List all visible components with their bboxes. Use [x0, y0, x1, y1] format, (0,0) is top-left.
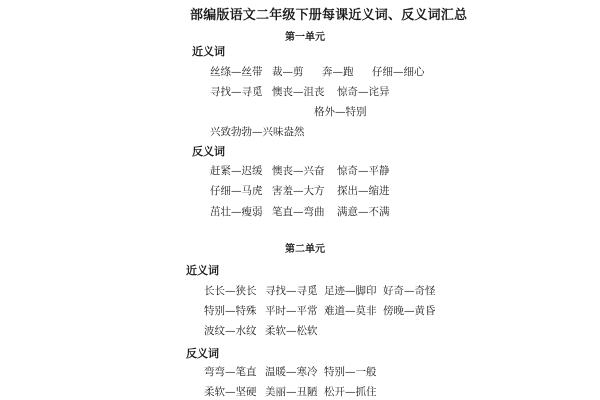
word-pair: 波纹—水纹	[204, 325, 257, 337]
word-pair: 丝绦—丝带	[210, 66, 263, 78]
unit-1-antonyms-heading: 反义词	[192, 145, 225, 158]
unit-1-synonyms-heading: 近义词	[192, 45, 225, 58]
word-pair: 傍晚—黄昏	[383, 305, 436, 317]
word-pair: 笔直—弯曲	[272, 206, 325, 218]
word-pair: 兴致勃勃—兴味盎然	[210, 126, 305, 138]
word-pair: 惊奇—诧异	[337, 86, 390, 98]
word-pair: 奔—跑	[322, 66, 354, 78]
word-pair: 美丽—丑陋	[265, 386, 318, 398]
word-pair: 难道—莫非	[324, 305, 377, 317]
word-pair: 好奇—奇怪	[383, 285, 436, 297]
word-pair: 柔软—坚硬	[204, 386, 257, 398]
unit-2-antonyms-heading: 反义词	[186, 347, 219, 360]
word-pair: 赶紧—迟缓	[210, 165, 263, 177]
word-pair: 格外—特别	[314, 106, 367, 118]
word-pair: 足迹—脚印	[324, 285, 377, 297]
unit-1-heading: 第一单元	[285, 32, 325, 43]
word-pair: 仔细—细心	[372, 66, 425, 78]
word-pair: 探出—缩进	[337, 185, 390, 197]
word-pair: 满意—不满	[337, 206, 390, 218]
word-pair: 裁—剪	[272, 66, 304, 78]
word-pair: 惊奇—平静	[337, 165, 390, 177]
word-pair: 温暖—寒冷	[265, 366, 318, 378]
word-pair: 仔细—马虎	[210, 185, 263, 197]
word-pair: 弯弯—笔直	[204, 366, 257, 378]
unit-2-heading: 第二单元	[285, 244, 325, 255]
word-pair: 懊丧—兴奋	[272, 165, 325, 177]
word-pair: 特别—一般	[324, 366, 377, 378]
word-pair: 寻找—寻觅	[210, 86, 263, 98]
unit-2-synonyms-heading: 近义词	[186, 264, 219, 277]
word-pair: 松开—抓住	[324, 386, 377, 398]
word-pair: 长长—狭长	[204, 285, 257, 297]
word-pair: 柔软—松软	[265, 325, 318, 337]
word-pair: 平时—平常	[265, 305, 318, 317]
word-pair: 寻找—寻觅	[265, 285, 318, 297]
page-title: 部编版语文二年级下册每课近义词、反义词汇总	[190, 8, 468, 23]
word-pair: 茁壮—瘦弱	[210, 206, 263, 218]
word-pair: 懊丧—沮丧	[272, 86, 325, 98]
word-pair: 特别—特殊	[204, 305, 257, 317]
word-pair: 害羞—大方	[272, 185, 325, 197]
